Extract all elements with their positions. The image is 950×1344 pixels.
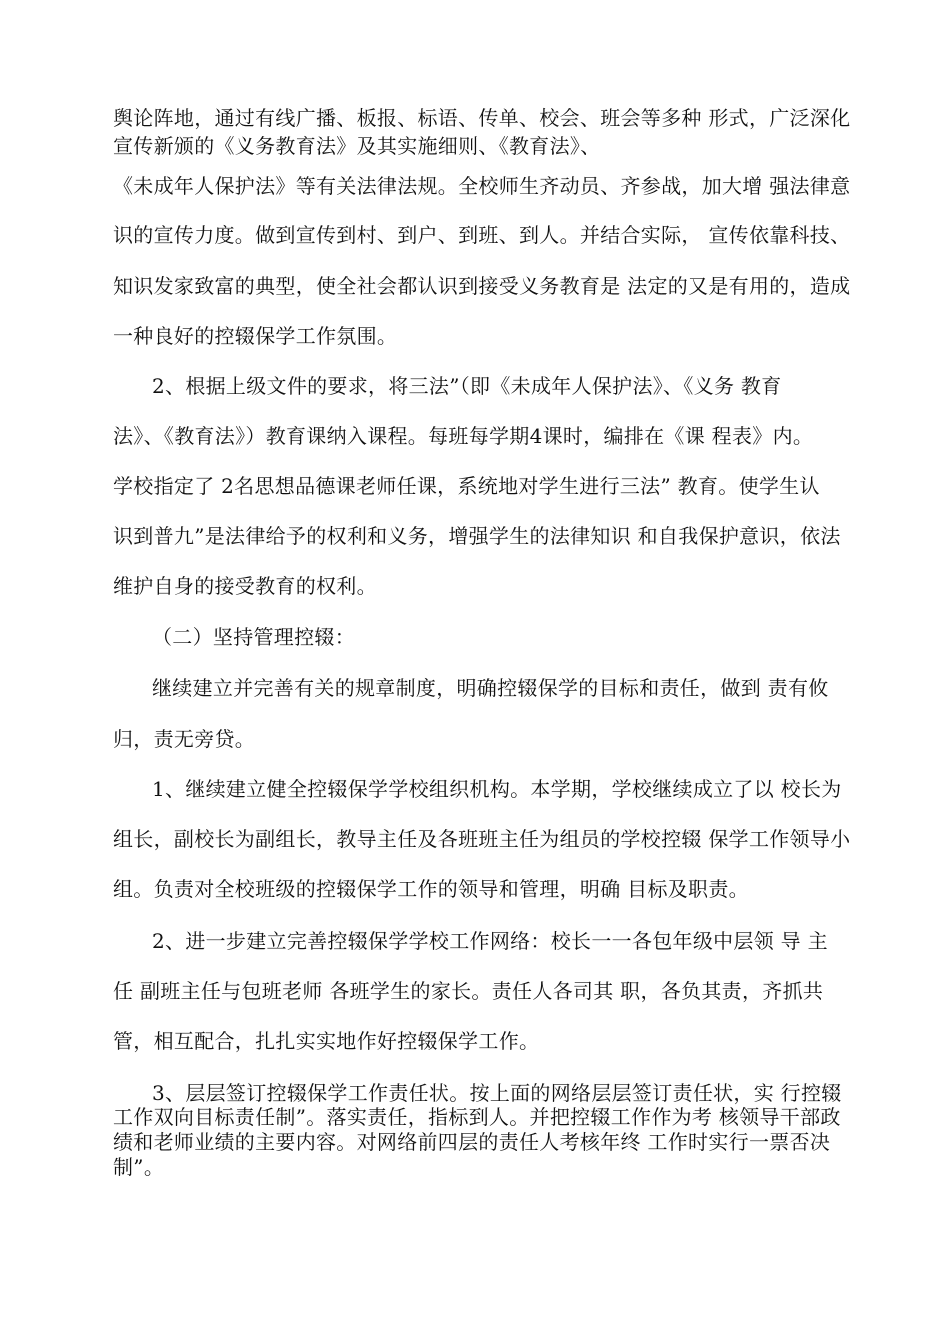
text-line: 制”。 (113, 1155, 165, 1179)
text-line: 组长，副校长为副组长，教导主任及各班班主任为组员的学校控辍 保学工作领导小 (113, 827, 851, 851)
text-line: 《未成年人保护法》等有关法律法规。全校师生齐动员、齐参战，加大增 强法律意 (113, 174, 851, 198)
text-line: 宣传新颁的《义务教育法》及其实施细则、《教育法》、 (113, 134, 601, 158)
paragraph-first-line: 3、层层签订控辍保学工作责任状。按上面的网络层层签订责任状，实 行控辍 (152, 1081, 842, 1105)
text-line: 工作双向目标责任制”。落实责任，指标到人。并把控辍工作作为考 核领导干部政 (113, 1105, 841, 1129)
text-line: 知识发家致富的典型，使全社会都认识到接受义务教育是 法定的又是有用的，造成 (113, 274, 851, 298)
text-line: 任 副班主任与包班老师 各班学生的家长。责任人各司其 职，各负其责，齐抓共 (113, 979, 824, 1003)
paragraph-first-line: 2、进一步建立完善控辍保学学校工作网络：校长一一各包年级中层领 导 主 (152, 929, 828, 953)
paragraph-first-line: 1、继续建立健全控辍保学学校组织机构。本学期，学校继续成立了以 校长为 (152, 777, 842, 801)
text-line: 法》、《教育法》）教育课纳入课程。每班每学期4课时，编排在《课 程表》内。 (113, 424, 814, 448)
text-line: 一种良好的控辍保学工作氛围。 (113, 324, 398, 348)
text-line: 学校指定了 2名思想品德课老师任课，系统地对学生进行三法” 教育。使学生认 (113, 474, 820, 498)
section-heading: （二）坚持管理控辍： (152, 625, 355, 649)
text-line: 归，责无旁贷。 (113, 727, 256, 751)
text-line: 绩和老师业绩的主要内容。对网络前四层的责任人考核年终 工作时实行一票否决 (113, 1130, 831, 1154)
text-line: 管，相互配合，扎扎实实地作好控辍保学工作。 (113, 1029, 540, 1053)
text-line: 舆论阵地，通过有线广播、板报、标语、传单、校会、班会等多种 形式，广泛深化 (113, 106, 851, 130)
text-line: 组。负责对全校班级的控辍保学工作的领导和管理，明确 目标及职责。 (113, 877, 749, 901)
paragraph-2-first-line: 2、根据上级文件的要求，将三法”（即《未成年人保护法》、《义务 教育 (152, 374, 782, 398)
text-line: 识到普九”是法律给予的权利和义务，增强学生的法律知识 和自我保护意识，依法 (113, 524, 841, 548)
text-line: 维护自身的接受教育的权利。 (113, 574, 377, 598)
paragraph-first-line: 继续建立并完善有关的规章制度，明确控辍保学的目标和责任，做到 责有攸 (152, 676, 829, 700)
text-line: 识的宣传力度。做到宣传到村、到户、到班、到人。并结合实际， 宣传依靠科技、 (113, 223, 851, 247)
